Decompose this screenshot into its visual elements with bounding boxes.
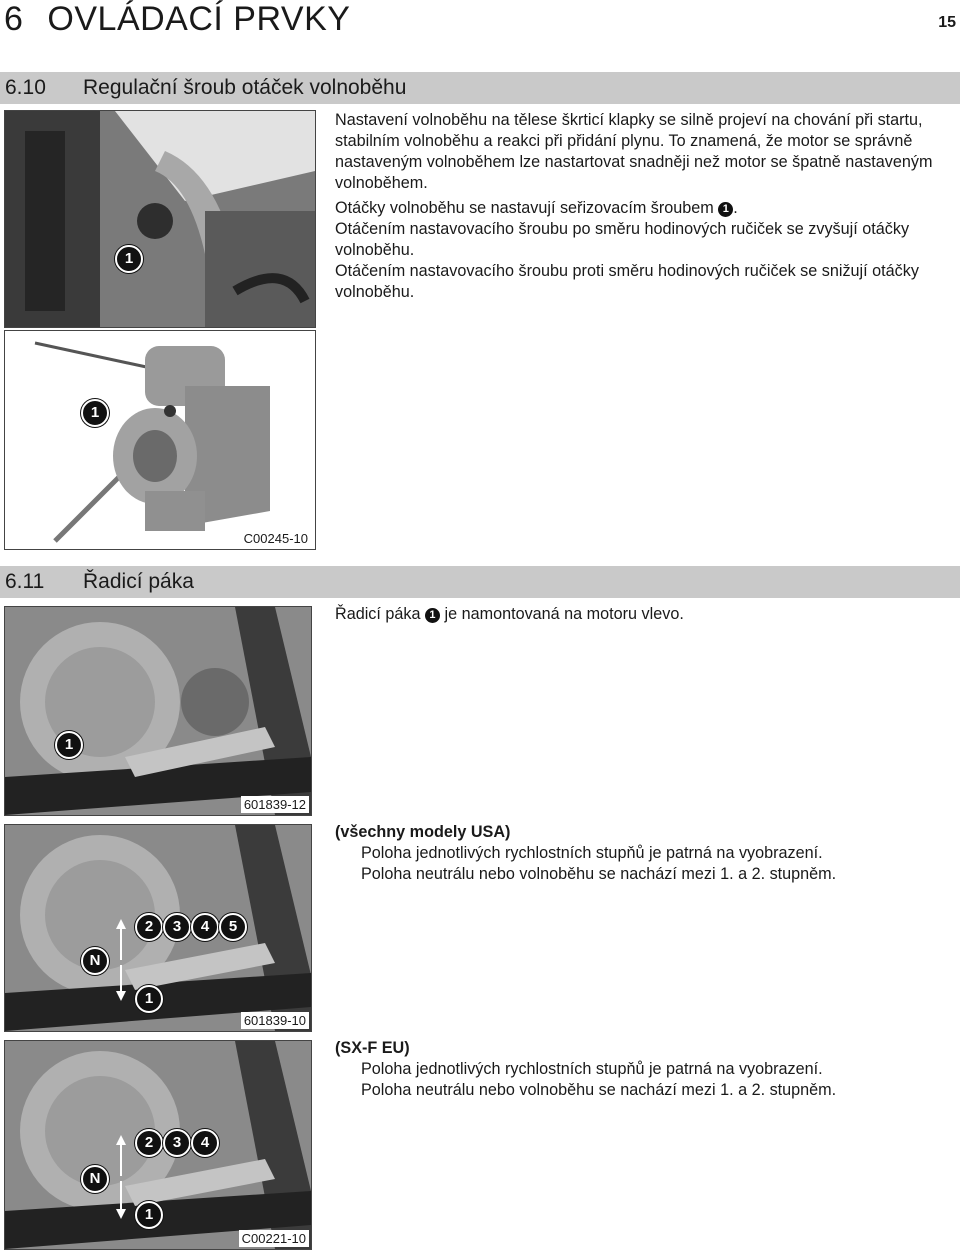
callout-gear-1: 1: [135, 985, 163, 1013]
section-6-10-text: [335, 110, 955, 303]
figure-code: 601839-12: [241, 796, 309, 813]
chapter-name: OVLÁDACÍ PRVKY: [47, 0, 351, 38]
callout-gear-5: 5: [219, 913, 247, 941]
figure-code: 601839-10: [241, 1012, 309, 1029]
usa-line-2: Poloha neutrálu nebo volnoběhu se nachází mezi 1. a 2. stupněm.: [361, 865, 837, 883]
figure-code: C00245-10: [241, 530, 311, 547]
callout-gear-3: 3: [163, 913, 191, 941]
intro-text-b: je namontovaná na motoru vlevo.: [444, 605, 684, 623]
callout-1: 1: [55, 731, 83, 759]
section-number: 6.11: [5, 570, 45, 593]
figure-code: C00221-10: [239, 1230, 309, 1247]
paragraph-intro: Nastavení volnoběhu na tělese škrticí klapky se silně projeví na chování při startu, stabilním volnoběhu a reakci při přidání plynu. To znamená, že motor se správně nastaveným volnoběhem lze nastartovat snadněji než motor se špatně nastaveným volnoběhem.: [335, 111, 933, 192]
shift-lever-photo: [4, 606, 312, 816]
usa-line-1: Poloha jednotlivých rychlostních stupňů je patrná na vyobrazení.: [361, 844, 823, 862]
page-number: 15: [938, 14, 956, 31]
eu-line-1: Poloha jednotlivých rychlostních stupňů je patrná na vyobrazení.: [361, 1060, 823, 1078]
section-6-11-heading: [0, 566, 960, 598]
idle-screw-photo: [4, 110, 316, 328]
callout-gear-2: 2: [135, 1129, 163, 1157]
section-title: Regulační šroub otáček volnoběhu: [83, 76, 407, 99]
paragraph-adjust-end: .: [733, 199, 738, 217]
paragraph-adjust: [335, 198, 955, 219]
eu-heading: (SX-F EU): [335, 1039, 410, 1057]
callout-1: 1: [115, 245, 143, 273]
callout-neutral: N: [81, 947, 109, 975]
eu-line-2: Poloha neutrálu nebo volnoběhu se nachází mezi 1. a 2. stupněm.: [361, 1081, 837, 1099]
callout-badge-1: 1: [425, 608, 440, 623]
paragraph-clockwise: Otáčením nastavovacího šroubu po směru hodinových ručiček se zvyšují otáčky volnoběhu.: [335, 220, 910, 259]
callout-badge-1: 1: [718, 202, 733, 217]
section-6-11-intro: [335, 604, 955, 625]
section-number: 6.10: [5, 76, 46, 99]
gear-positions-eu-photo: [4, 1040, 312, 1250]
section-title: Řadicí páka: [83, 570, 194, 593]
usa-heading: (všechny modely USA): [335, 823, 511, 841]
usa-models-text: [335, 822, 955, 885]
intro-text-a: Řadicí páka: [335, 605, 421, 623]
eu-models-text: [335, 1038, 955, 1101]
gear-positions-usa-photo: [4, 824, 312, 1032]
chapter-number: 6: [4, 0, 24, 38]
callout-gear-3: 3: [163, 1129, 191, 1157]
shift-lever-intro: [335, 604, 955, 625]
chapter-title: [4, 0, 350, 39]
callout-gear-1: 1: [135, 1201, 163, 1229]
callout-neutral: N: [81, 1165, 109, 1193]
callout-gear-4: 4: [191, 1129, 219, 1157]
callout-1: 1: [81, 399, 109, 427]
throttle-body-photo: [4, 330, 316, 550]
callout-gear-4: 4: [191, 913, 219, 941]
paragraph-counterclockwise: Otáčením nastavovacího šroubu proti směru hodinových ručiček se snižují otáčky volnoběhu.: [335, 262, 919, 301]
callout-gear-2: 2: [135, 913, 163, 941]
section-6-10-heading: [0, 72, 960, 104]
paragraph-adjust-text: Otáčky volnoběhu se nastavují seřizovacím šroubem: [335, 199, 714, 217]
